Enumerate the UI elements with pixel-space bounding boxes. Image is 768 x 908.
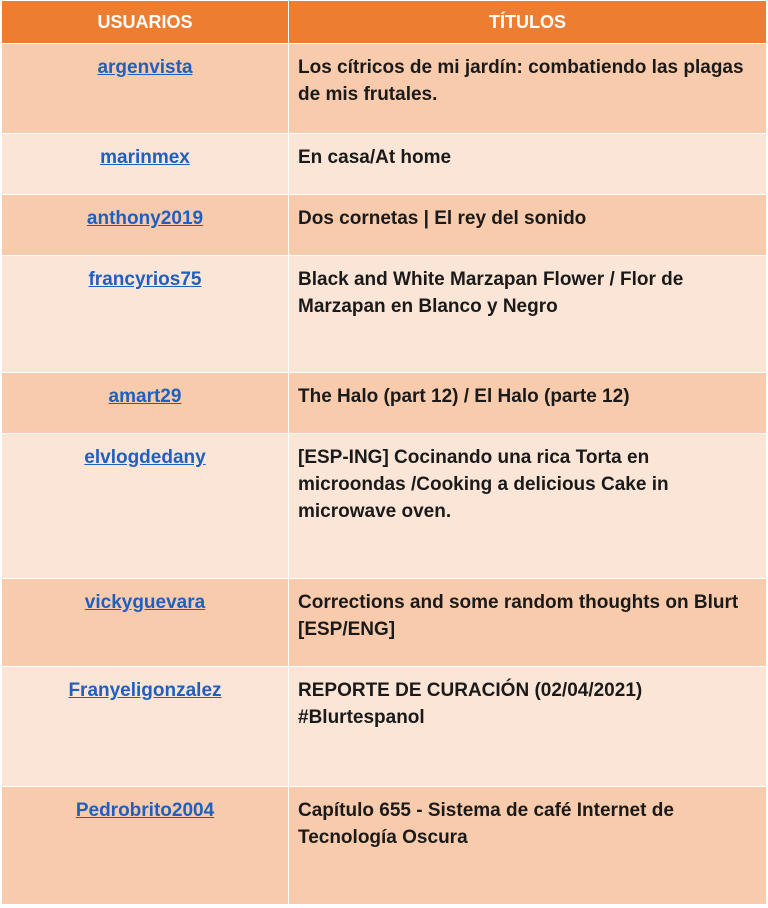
title-cell: Los cítricos de mi jardín: combatiendo las plagas de mis frutales. [289, 44, 767, 134]
user-cell [2, 373, 289, 434]
title-cell: Dos cornetas | El rey del sonido [289, 195, 767, 256]
table-row [2, 256, 767, 373]
table-row [2, 134, 767, 195]
title-cell: REPORTE DE CURACIÓN (02/04/2021) #Blurtespanol [289, 667, 767, 787]
header-titles: TÍTULOS [289, 1, 767, 44]
user-link[interactable]: francyrios75 [88, 269, 202, 290]
user-link[interactable]: elvlogdedany [84, 447, 206, 468]
table-row [2, 667, 767, 787]
title-cell: [ESP-ING] Cocinando una rica Torta en microondas /Cooking a delicious Cake in microwave oven. [289, 434, 767, 579]
user-cell [2, 667, 289, 787]
user-link[interactable]: amart29 [108, 386, 182, 407]
title-cell: The Halo (part 12) / El Halo (parte 12) [289, 373, 767, 434]
table-row [2, 434, 767, 579]
table-row [2, 579, 767, 667]
user-cell [2, 134, 289, 195]
user-link[interactable]: anthony2019 [86, 208, 204, 229]
user-cell [2, 434, 289, 579]
user-link[interactable]: Pedrobrito2004 [75, 800, 215, 821]
user-link[interactable]: vickyguevara [84, 592, 206, 613]
user-cell [2, 256, 289, 373]
user-link[interactable]: Franyeligonzalez [68, 680, 222, 701]
user-link[interactable]: argenvista [97, 57, 193, 78]
curation-table [1, 0, 767, 905]
user-cell [2, 195, 289, 256]
user-cell [2, 787, 289, 905]
table-row [2, 195, 767, 256]
user-cell [2, 44, 289, 134]
title-cell: Capítulo 655 - Sistema de café Internet de Tecnología Oscura [289, 787, 767, 905]
table-row [2, 373, 767, 434]
user-cell [2, 579, 289, 667]
title-cell: En casa/At home [289, 134, 767, 195]
title-cell: Black and White Marzapan Flower / Flor de Marzapan en Blanco y Negro [289, 256, 767, 373]
table-row [2, 44, 767, 134]
title-cell: Corrections and some random thoughts on Blurt [ESP/ENG] [289, 579, 767, 667]
header-users: USUARIOS [2, 1, 289, 44]
table-row [2, 787, 767, 905]
user-link[interactable]: marinmex [100, 147, 190, 168]
header-row [2, 1, 767, 44]
